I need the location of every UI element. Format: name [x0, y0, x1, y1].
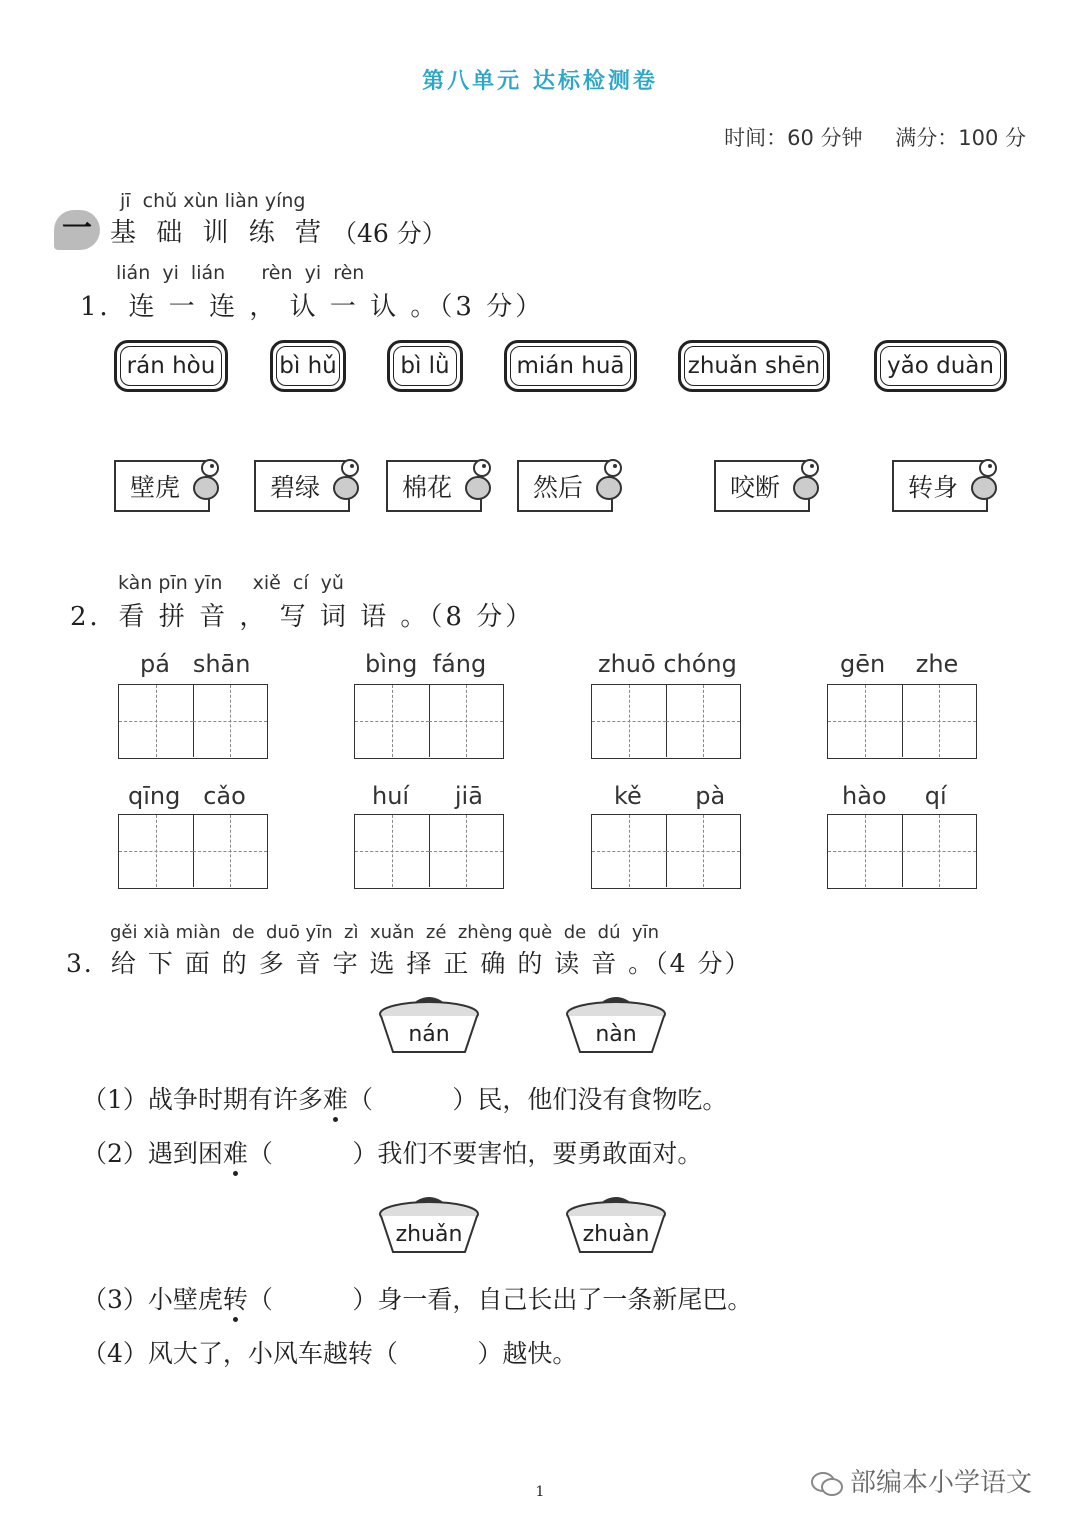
- pinyin-box[interactable]: bì hǔ: [270, 340, 346, 392]
- grid-pinyin: pá shān: [140, 650, 251, 678]
- writing-grid[interactable]: [591, 814, 741, 889]
- section-title: 基 础 训 练 营: [110, 218, 328, 248]
- time-limit: 时间：60 分钟: [724, 126, 863, 150]
- pinyin-box[interactable]: zhuǎn shēn: [678, 340, 830, 392]
- watermark: [810, 1462, 1032, 1499]
- grid-pinyin: huí jiā: [372, 782, 483, 810]
- basket-option[interactable]: [564, 1192, 668, 1262]
- pinyin-box[interactable]: rán hòu: [114, 340, 228, 392]
- grid-pinyin: bìng fáng: [365, 650, 487, 678]
- turtle-icon: [328, 456, 362, 508]
- section-number: 一: [62, 211, 92, 246]
- writing-grid[interactable]: [827, 684, 977, 759]
- section-badge: [54, 210, 100, 250]
- pinyin-box[interactable]: mián huā: [504, 340, 637, 392]
- writing-grid[interactable]: [827, 814, 977, 889]
- basket-pinyin: zhuǎn: [395, 1222, 463, 1247]
- q3-label: 3．给 下 面 的 多 音 字 选 择 正 确 的 读 音 。（4 分）: [66, 949, 752, 978]
- word-card-text: 然后: [533, 473, 584, 502]
- page-number: 1: [535, 1484, 545, 1500]
- word-card-text: 碧绿: [270, 473, 321, 502]
- q1-pinyin: lián yi lián rèn yi rèn: [116, 262, 365, 284]
- writing-grid[interactable]: [118, 814, 268, 889]
- q3-pinyin: gěi xià miàn de duō yīn zì xuǎn zé zhèng què de dú yīn: [110, 922, 659, 943]
- sentence-text: （2）遇到困: [82, 1139, 223, 1168]
- exam-meta: [698, 122, 1026, 152]
- grid-pinyin: qīng cǎo: [128, 782, 246, 810]
- basket-option[interactable]: [564, 992, 668, 1062]
- basket-pinyin: zhuàn: [582, 1222, 650, 1247]
- sentence-3: [82, 1280, 752, 1316]
- sentence-text: （ ）我们不要害怕，要勇敢面对。: [247, 1139, 703, 1168]
- word-card-text: 转身: [908, 473, 959, 502]
- grid-pinyin: zhuō chóng: [598, 650, 737, 678]
- turtle-icon: [460, 456, 494, 508]
- word-card[interactable]: [114, 460, 210, 512]
- word-card[interactable]: [892, 460, 988, 512]
- basket-pinyin: nàn: [595, 1022, 637, 1047]
- watermark-text: 部编本小学语文: [850, 1468, 1033, 1498]
- writing-grid[interactable]: [118, 684, 268, 759]
- basket-pinyin: nán: [408, 1022, 450, 1047]
- word-card-text: 咬断: [730, 473, 781, 502]
- marked-char: 转: [222, 1285, 248, 1314]
- grid-pinyin: kě pà: [614, 782, 726, 810]
- basket-option[interactable]: [377, 992, 481, 1062]
- turtle-icon: [788, 456, 822, 508]
- sentence-text: （ ）身一看，自己长出了一条新尾巴。: [247, 1285, 753, 1314]
- word-card-text: 壁虎: [130, 473, 181, 502]
- pinyin-box[interactable]: yǎo duàn: [874, 340, 1007, 392]
- wechat-icon: [810, 1470, 844, 1498]
- pinyin-box[interactable]: bì lǜ: [387, 340, 463, 392]
- grid-pinyin: gēn zhe: [840, 650, 959, 678]
- sentence-1: [82, 1080, 727, 1116]
- word-card[interactable]: [517, 460, 613, 512]
- section-pinyin: jī chǔ xùn liàn yíng: [120, 190, 306, 212]
- writing-grid[interactable]: [354, 814, 504, 889]
- grid-pinyin: hào qí: [842, 782, 947, 810]
- sentence-2: [82, 1134, 702, 1170]
- writing-grid[interactable]: [354, 684, 504, 759]
- basket-option[interactable]: [377, 1192, 481, 1262]
- sentence-text: （ ）民，他们没有食物吃。: [347, 1085, 728, 1114]
- q2-pinyin: kàn pīn yīn xiě cí yǔ: [118, 572, 344, 594]
- turtle-icon: [188, 456, 222, 508]
- turtle-icon: [591, 456, 625, 508]
- sentence-4: （4）风大了，小风车越转（ ）越快。: [82, 1339, 578, 1368]
- sentence-text: （3）小壁虎: [82, 1285, 223, 1314]
- sentence-text: （1）战争时期有许多: [82, 1085, 323, 1114]
- section-score: （46 分）: [332, 219, 447, 248]
- q2-label: 2．看 拼 音 ， 写 词 语 。（8 分）: [70, 602, 535, 632]
- word-card[interactable]: [386, 460, 482, 512]
- word-card[interactable]: [254, 460, 350, 512]
- word-card-text: 棉花: [402, 473, 453, 502]
- full-score: 满分：100 分: [895, 126, 1026, 150]
- word-card[interactable]: [714, 460, 810, 512]
- marked-char: 难: [222, 1139, 248, 1168]
- marked-char: 难: [322, 1085, 348, 1114]
- page-title: 第八单元 达标检测卷: [422, 69, 658, 94]
- q1-label: 1．连 一 连 ， 认 一 认 。（3 分）: [80, 292, 545, 322]
- writing-grid[interactable]: [591, 684, 741, 759]
- turtle-icon: [966, 456, 1000, 508]
